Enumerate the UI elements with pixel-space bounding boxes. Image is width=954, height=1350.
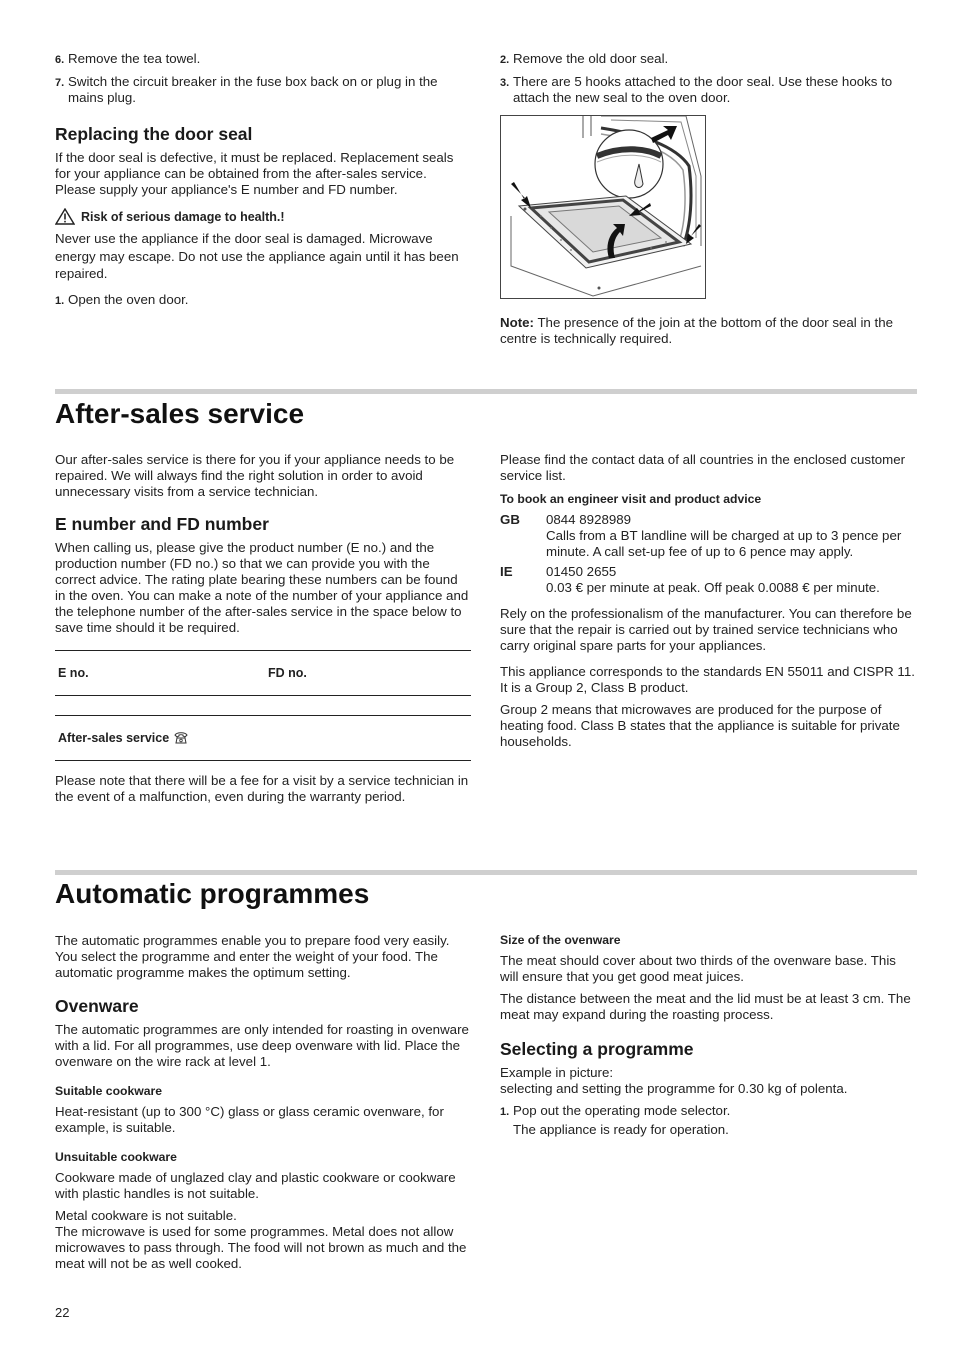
ovenware-paragraph: The automatic programmes are only intended for roasting in ovenware with a lid. For all programmes, use deep ovenware with lid. Place the ovenware on the wire rack at level 1.	[55, 1022, 469, 1069]
form-row-numbers	[55, 651, 471, 695]
step-6	[55, 51, 471, 68]
replacing-door-seal-heading: Replacing the door seal	[55, 124, 253, 144]
country-code: IE	[500, 564, 513, 579]
phone-number: 0844 8928989	[546, 512, 632, 527]
contact-details	[546, 512, 916, 560]
after-sales-right-column	[500, 452, 916, 756]
contact-gb	[500, 512, 916, 560]
warning-title: Risk of serious damage to health.!	[81, 209, 285, 224]
step-7	[55, 74, 471, 106]
size-ovenware-paragraph-1: The meat should cover about two thirds of the ovenware base. This will ensure that you get good meat juices.	[500, 953, 896, 984]
metal-cookware-line: Metal cookware is not suitable.	[55, 1208, 237, 1223]
step-number: 1.	[55, 294, 65, 307]
metal-cookware-paragraph: The microwave is used for some programmes. Metal does not allow microwaves to pass through. The food will not brown as much and the meat will not be as well cooked.	[55, 1224, 467, 1271]
automatic-left-column	[55, 933, 471, 1278]
form-row-service	[55, 716, 471, 760]
note-paragraph	[500, 315, 916, 347]
after-sales-left-column	[55, 452, 471, 811]
step-3	[500, 74, 916, 106]
call-charge-note: Calls from a BT landline will be charged at up to 3 pence per minute. A call set-up fee of up to 6 pence may apply.	[546, 528, 902, 559]
country-code: GB	[500, 512, 520, 527]
step-text: There are 5 hooks attached to the door seal. Use these hooks to attach the new seal to the oven door.	[513, 74, 893, 105]
step-number: 6.	[55, 54, 65, 66]
fd-no-label: FD no.	[268, 666, 307, 680]
suitable-cookware-heading: Suitable cookware	[55, 1084, 163, 1098]
door-seal-left-column	[55, 51, 471, 315]
automatic-intro: The automatic programmes enable you to prepare food very easily. You select the programme and enter the weight of your food. The automatic programme makes the optimum setting.	[55, 933, 450, 980]
example-label: Example in picture:	[500, 1065, 614, 1080]
automatic-right-column	[500, 933, 916, 1144]
e-no-label: E no.	[58, 666, 89, 680]
book-engineer-heading: To book an engineer visit and product advice	[500, 492, 762, 506]
warning-triangle-icon	[55, 208, 75, 225]
section-divider-automatic	[55, 870, 917, 875]
standards-paragraph: This appliance corresponds to the standards EN 55011 and CISPR 11. It is a Group 2, Class B product.	[500, 664, 915, 695]
call-charge-note: 0.03 € per minute at peak. Off peak 0.0088 € per minute.	[546, 580, 880, 595]
select-step-1	[500, 1103, 916, 1120]
note-block	[500, 315, 916, 353]
oven-door-seal-drawing	[501, 116, 705, 298]
step-text: Remove the old door seal.	[513, 51, 669, 66]
door-seal-right-column	[500, 51, 916, 112]
step-text: Switch the circuit breaker in the fuse box back on or plug in the mains plug.	[68, 74, 438, 105]
step-text: Pop out the operating mode selector.	[513, 1103, 731, 1118]
rely-paragraph: Rely on the professionalism of the manufacturer. You can therefore be sure that the repair is carried out by trained service technicians who carry original spare parts for your appliances.	[500, 606, 912, 653]
form-line	[55, 760, 471, 761]
size-ovenware-paragraph-2: The distance between the meat and the lid must be at least 3 cm. The meat may expand during the roasting process.	[500, 991, 911, 1022]
contact-ie	[500, 564, 916, 596]
suitable-cookware-paragraph: Heat-resistant (up to 300 °C) glass or glass ceramic ovenware, for example, is suitable.	[55, 1104, 444, 1135]
automatic-programmes-title: Automatic programmes	[55, 878, 370, 909]
step-number: 1.	[500, 1106, 510, 1118]
size-ovenware-heading: Size of the ovenware	[500, 933, 621, 947]
note-label: Note:	[500, 315, 534, 330]
after-sales-title: After-sales service	[55, 398, 305, 429]
section-divider-after-sales	[55, 389, 917, 394]
phone-icon	[173, 731, 189, 745]
unsuitable-cookware-heading: Unsuitable cookware	[55, 1150, 177, 1164]
warning-text: Never use the appliance if the door seal is damaged. Microwave energy may escape. Do not use the appliance again until it has been repaired.	[55, 231, 459, 281]
step-1	[55, 292, 471, 309]
fee-note: Please note that there will be a fee for a visit by a service technician in the event of a malfunction, even during the warranty period.	[55, 773, 469, 804]
e-number-paragraph: When calling us, please give the product number (E no.) and the production number (FD no.) so that we can provide you with the correct advice. The rating plate bearing these numbers can be found in the oven. You can make a note of the number of your appliance and the telephone number of the after-sales service in the space below to save time should it be required.	[55, 540, 469, 635]
service-note-form	[55, 650, 471, 761]
form-spacer	[55, 696, 471, 715]
after-sales-intro: Our after-sales service is there for you if your appliance needs to be repaired. We will always find the right solution in order to avoid unnecessary visits from a service technician.	[55, 452, 455, 499]
door-seal-illustration	[500, 115, 706, 299]
contact-details	[546, 564, 880, 596]
phone-number: 01450 2655	[546, 564, 617, 579]
note-text: The presence of the join at the bottom of the door seal in the centre is technically required.	[500, 315, 893, 346]
step-text: Remove the tea towel.	[68, 51, 201, 66]
example-text: selecting and setting the programme for 0.30 kg of polenta.	[500, 1081, 848, 1096]
warning-heading	[55, 208, 471, 225]
after-sales-service-label: After-sales service	[58, 731, 170, 745]
ovenware-heading: Ovenware	[55, 996, 139, 1016]
step-number: 2.	[500, 54, 510, 66]
selecting-programme-heading: Selecting a programme	[500, 1039, 694, 1059]
page-number: 22	[55, 1305, 70, 1320]
group2-paragraph: Group 2 means that microwaves are produced for the purpose of heating food. Class B states that the appliance is suitable for private households.	[500, 702, 900, 749]
contact-intro: Please find the contact data of all countries in the enclosed customer service list.	[500, 452, 906, 483]
step-number: 7.	[55, 77, 65, 89]
unsuitable-cookware-paragraph: Cookware made of unglazed clay and plastic cookware or cookware with plastic handles is not suitable.	[55, 1170, 456, 1201]
e-number-heading: E number and FD number	[55, 514, 269, 534]
replacing-door-seal-paragraph: If the door seal is defective, it must be replaced. Replacement seals for your appliance can be obtained from the after-sales service. Please supply your appliance's E number and FD number.	[55, 150, 454, 197]
step-result: The appliance is ready for operation.	[513, 1122, 729, 1137]
step-text: Open the oven door.	[68, 291, 189, 307]
step-number: 3.	[500, 77, 510, 89]
step-2	[500, 51, 916, 68]
